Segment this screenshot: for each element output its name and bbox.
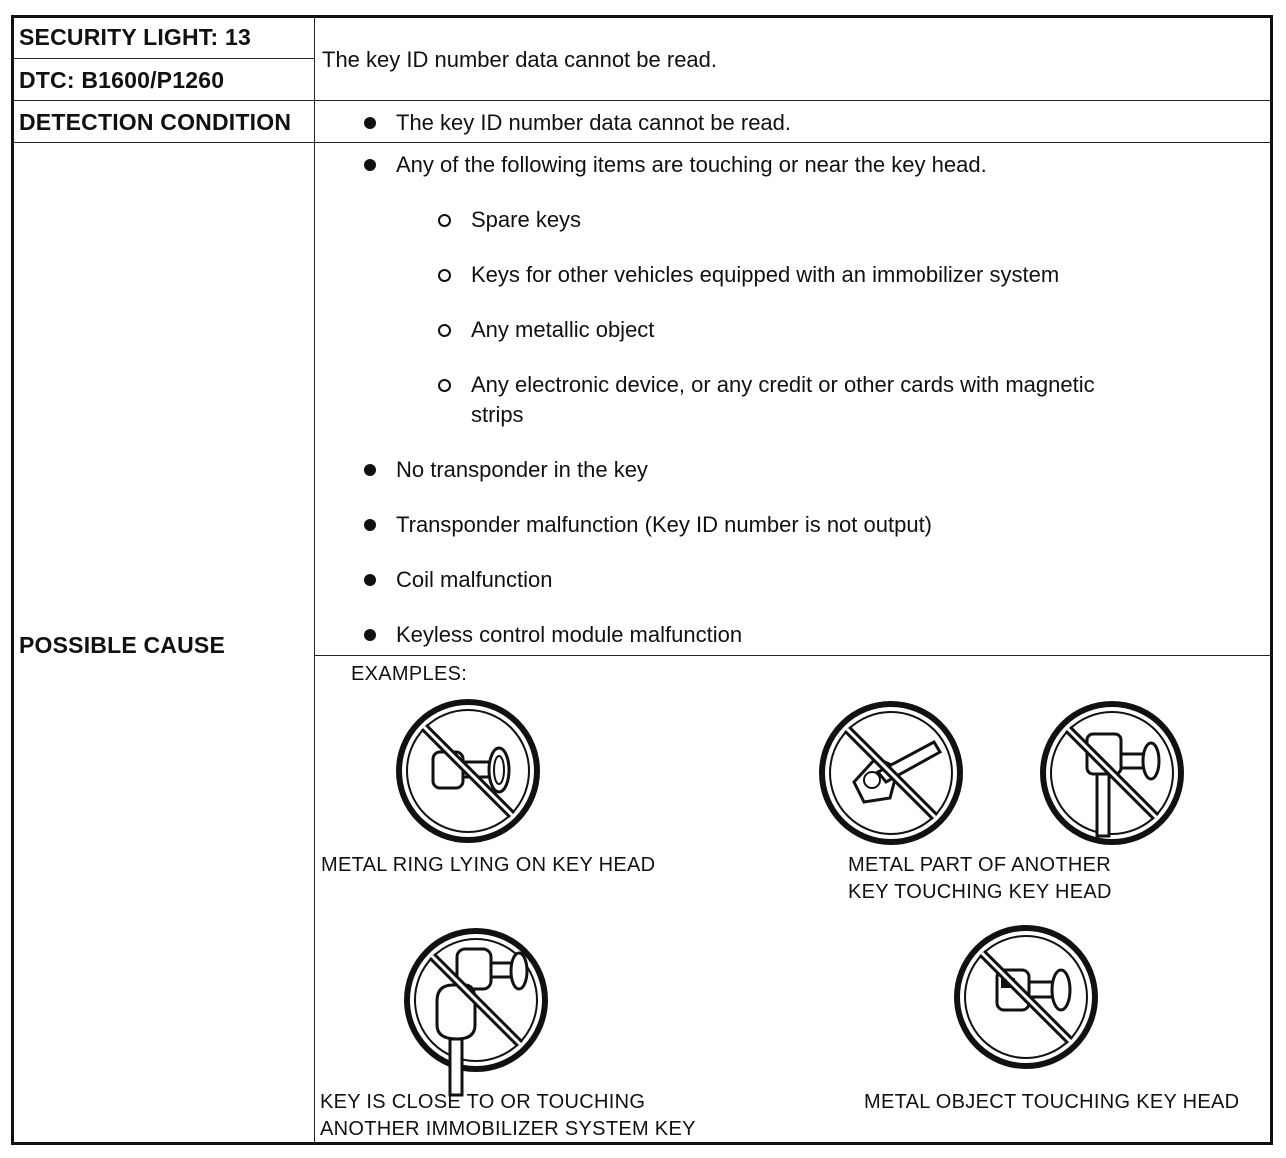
sub-bullet-icon (438, 379, 451, 392)
dtc-label: DTC: B1600/P1260 (19, 67, 225, 93)
bullet-icon (364, 629, 376, 641)
sub-item-other-keys: Keys for other vehicles equipped with an immobilizer system (471, 262, 1060, 287)
examples-heading: EXAMPLES: (351, 663, 468, 685)
detection-item: The key ID number data cannot be read. (396, 110, 792, 135)
column-divider (314, 17, 315, 1143)
cause-item-keyless-module: Keyless control module malfunction (396, 622, 743, 647)
sub-item-spare-keys: Spare keys (471, 207, 582, 232)
prohibited-key-touching-icon (1037, 698, 1187, 848)
bullet-icon (364, 574, 376, 586)
prohibited-key-part-icon (816, 698, 966, 848)
bullet-icon (364, 117, 376, 129)
bullet-icon (364, 159, 376, 171)
cause-intro: Any of the following items are touching or near the key head. (396, 152, 987, 177)
row-divider-detection (13, 100, 1271, 101)
caption-key-touching: KEY IS CLOSE TO OR TOUCHING ANOTHER IMMOBILIZER SYSTEM KEY (320, 1091, 696, 1140)
bullet-icon (364, 464, 376, 476)
cause-item-no-transponder: No transponder in the key (396, 457, 648, 482)
prohibited-metal-object-icon (951, 922, 1101, 1072)
prohibited-metal-ring-icon (393, 696, 543, 846)
row-divider-examples (314, 655, 1271, 656)
detection-condition-label: DETECTION CONDITION (19, 109, 292, 135)
sub-item-metallic-object: Any metallic object (471, 317, 655, 342)
row-divider-dtc (13, 58, 314, 59)
caption-metal-part: METAL PART OF ANOTHER KEY TOUCHING KEY HEAD (848, 854, 1112, 903)
security-light-label: SECURITY LIGHT: 13 (19, 24, 251, 50)
bullet-icon (364, 519, 376, 531)
sub-item-electronic-device: Any electronic device, or any credit or other cards with magnetic (471, 372, 1095, 397)
header-description: The key ID number data cannot be read. (322, 47, 718, 72)
sub-bullet-icon (438, 269, 451, 282)
cause-item-transponder-malfunction: Transponder malfunction (Key ID number is not output) (396, 512, 933, 537)
sub-bullet-icon (438, 214, 451, 227)
cause-item-coil-malfunction: Coil malfunction (396, 567, 553, 592)
row-divider-cause (13, 142, 1271, 143)
sub-bullet-icon (438, 324, 451, 337)
possible-cause-label: POSSIBLE CAUSE (19, 632, 226, 658)
caption-metal-object: METAL OBJECT TOUCHING KEY HEAD (864, 1091, 1240, 1113)
sub-item-electronic-device-cont: strips (471, 402, 524, 427)
caption-metal-ring: METAL RING LYING ON KEY HEAD (321, 854, 656, 876)
